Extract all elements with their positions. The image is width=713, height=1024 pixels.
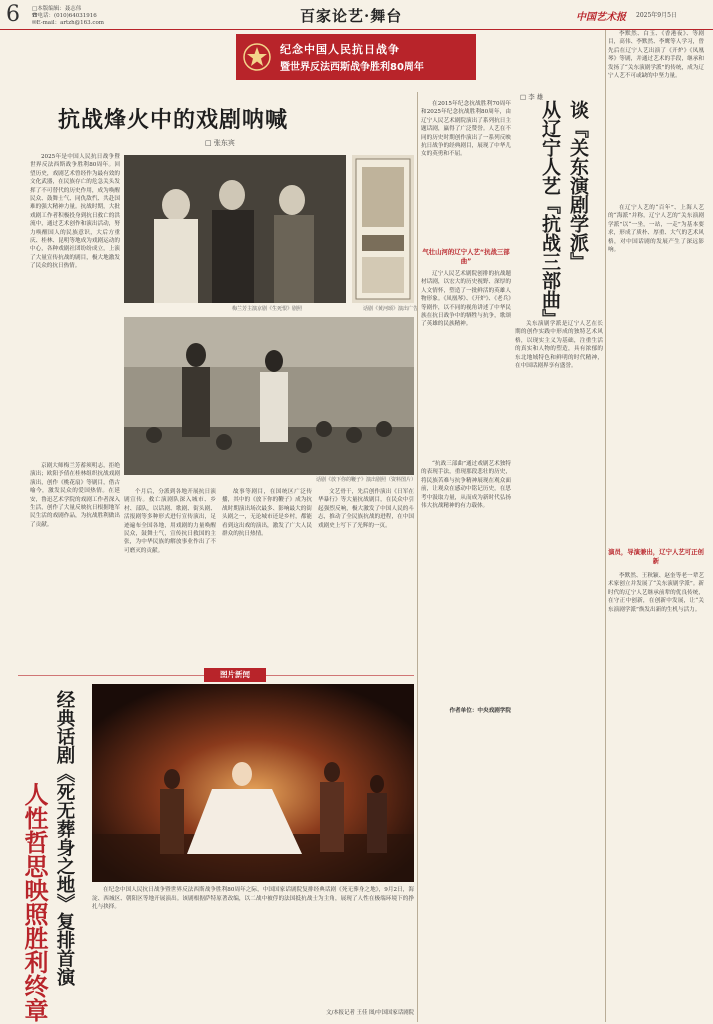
section-title: 百家论艺·舞台 xyxy=(300,7,403,25)
opera-photo-caption: 梅兰芳主演京剧《生死恨》剧照 xyxy=(232,306,303,312)
street-play-caption: 话剧《放下你的鞭子》演出剧照（资料图片） xyxy=(315,477,416,483)
banner-line-2: 暨世界反法西斯战争胜利80周年 xyxy=(280,62,424,73)
article-column-5: 文艺骨干，先后创作演出《日军在华暴行》等大量抗战剧目，在民众中引起强烈反响，极大激发了中国人民的斗志，推动了全民族抗战的进程，在中国戏剧史上写下了光辉的一页。 xyxy=(318,489,414,529)
phone-info: ☎电话：(010)64031916 xyxy=(32,13,97,19)
article3-column-b: 在辽宁人艺的“百年”、上海人艺的“海派”并称，辽宁人艺的“关东演剧学派”以“一坐，一站，一走”为基本要求，形成了质朴、厚重、大气的艺术风格，对中国话剧的发展产生了深远影响。 xyxy=(608,205,704,254)
article2-column-a: 辽宁人民艺术剧院创排的抗战题材话剧，以宏大的历史视野、深厚的人文情怀，塑造了一批鲜活的英雄人物形象。《凤凰琴》、《开炉》、《老兵》等剧作，以不同的视角讲述了中华民族在抗日战争中的牺牲与抗争，歌颂了英雄的民族精神。 xyxy=(421,271,511,328)
poster-photo-caption: 话剧《黄河颂》演出广告 xyxy=(362,306,418,312)
banner-ornament-icon xyxy=(242,42,272,72)
photo-news-credit: 文/本报记者 王佳 图/中国国家话剧院 xyxy=(326,1010,414,1016)
article-column-2: 京剧大师梅兰芳蓄须明志，拒绝演出；欧阳予倩在桂林组织抗战戏剧演出，创作《桃花扇》等剧目，借古喻今，激发民众的爱国热情。在延安，鲁迅艺术学院的戏剧工作者深入生活，创作了大量反映抗日根据地军民生活的戏剧作品，为抗战胜利做出了贡献。 xyxy=(30,463,120,528)
masthead-logo: 中国艺术报 xyxy=(576,12,626,23)
article2-subtitle-1: 气壮山河的辽宁人艺“抗战三部曲” xyxy=(422,248,510,265)
article2-column-b: “抗战三部曲”通过戏剧艺术独特的表现手法，重现那段悲壮的历史，将民族苦难与抗争精神展现在观众面前，让观众在感动中铭记历史，在思考中汲取力量，从而成为新时代弘扬伟大抗战精神的有力载体。 xyxy=(421,461,511,510)
article3-title-line-2: 从辽宁人艺『抗战三部曲』 xyxy=(539,100,561,328)
article3-column-c: 李默然、王秋颖、赵奎等老一辈艺术家创立并发展了“关东演剧学派”。新时代的辽宁人艺继承前辈的优良传统，在守正中创新，在创新中发展，让“关东演剧学派”焕发出新的生机与活力。 xyxy=(608,573,704,613)
article3-subtitle: 演员，导演兼出，辽宁人艺可正创新 xyxy=(608,548,704,565)
opera-photo xyxy=(124,155,346,303)
anniversary-banner xyxy=(236,34,476,80)
article-column-4: 故事等剧目，在国统区广泛传播，其中的《放下你的鞭子》成为抗战时期演出场次最多、影响最大的街头剧之一，无论城市还是乡村，都能看到这出戏的演出，激发了广大人民群众的抗日热情。 xyxy=(222,489,312,538)
page-header xyxy=(0,0,713,30)
article-title: 抗战烽火中的戏剧呐喊 xyxy=(58,107,289,133)
article2-column-c-top: 关东演剧学派是辽宁人艺在长期的创作实践中形成的独特艺术风格，以现实主义为基础，注重生活的真实和人物的塑造，具有浓郁的东北地域特色和鲜明的时代精神，在中国话剧界享有盛誉。 xyxy=(515,321,603,370)
photo-news-caption: 在纪念中国人民抗日战争暨世界反法西斯战争胜利80周年之际，中国国家话剧院复排经典话剧《死无葬身之地》，9月2日，海淀、西城区、朝阳区等地开展演出。该剧根据萨特原著改编，以二战中被俘的法国抵抗战士为主角，展现了人性在极端环境下的挣扎与抉择。 xyxy=(92,887,414,911)
article3-title-line-1: 谈『关东演剧学派』 xyxy=(567,100,589,271)
street-play-photo xyxy=(124,317,414,475)
article-column-3: 个月后，分派到各地开展抗日演剧宣传。救亡演剧队深入城市、乡村、部队，以话剧、歌剧、街头剧、活报剧等多种形式进行宣传演出，足迹遍布全国各地，用戏剧的力量唤醒民众，鼓舞士气，宣传抗日救国的主张，为中华民族的解放事业作出了不可磨灭的贡献。 xyxy=(124,489,216,554)
photo-news-title-2: 人性哲思映照胜利终章 xyxy=(20,782,49,1022)
article2-author-note: 作者单位：中央戏剧学院 xyxy=(449,708,511,714)
poster-photo xyxy=(352,155,414,303)
article2-intro: 在2015年纪念抗战胜利70周年和2025年纪念抗战胜利80周年，由辽宁人民艺术剧院演出了系列抗日主题话剧，赢得了广泛赞誉。人艺在不同的历史时期创作演出了一系列反映抗日战争的经典剧目，展现了中华儿女的英勇和不屈。 xyxy=(421,101,511,158)
issue-date: 2025年9月5日 xyxy=(636,12,677,19)
page-number: 6 xyxy=(6,2,20,27)
photo-news-divider xyxy=(18,675,414,676)
editor-info: □本版编辑：聂志伟 xyxy=(32,6,82,12)
column-rule-2 xyxy=(605,30,606,1022)
column-rule-1 xyxy=(417,92,418,1022)
stage-photo xyxy=(92,684,414,882)
banner-line-1: 纪念中国人民抗日战争 xyxy=(280,43,400,56)
article-column-1: 2025年是中国人民抗日战争暨世界反法西斯战争胜利80周年。回望历史，戏剧艺术曾经作为最有效的文化武器，在民族存亡的危急关头发挥了不可替代的历史作用，成为唤醒民众、鼓舞士气、同仇敌忾、共赴国难的强大精神力量。抗战时期，大批戏剧工作者积极投身到抗日救亡的洪流中，通过艺术创作和演出活动，努力唤醒国人的民族意识，大后方重庆、桂林、昆明等地成为戏剧运动的中心，各种戏剧社团纷纷成立，上演了大量宣传抗战的剧目，极大地激发了民众的抗日热情。 xyxy=(30,154,120,270)
article3-author: □ 李 雄 xyxy=(520,93,544,101)
article-author: □ 张东宾 xyxy=(205,139,235,147)
article3-column-a: 李默然、白玉、《香港夜》、等剧目，高伟、李默然、李鹰等人学习，曾先后在辽宁人艺出演了《开炉》《凤凰琴》等剧，并通过艺术的手段，继承和发扬了“关东演剧学派”的传统，成为辽宁人艺不可或缺的中坚力量。 xyxy=(608,31,704,80)
email-info[interactable]: ✉E-mail：artzh@163.com xyxy=(32,20,105,26)
photo-news-title-1: 经典话剧《死无葬身之地》复排首演 xyxy=(54,690,75,986)
